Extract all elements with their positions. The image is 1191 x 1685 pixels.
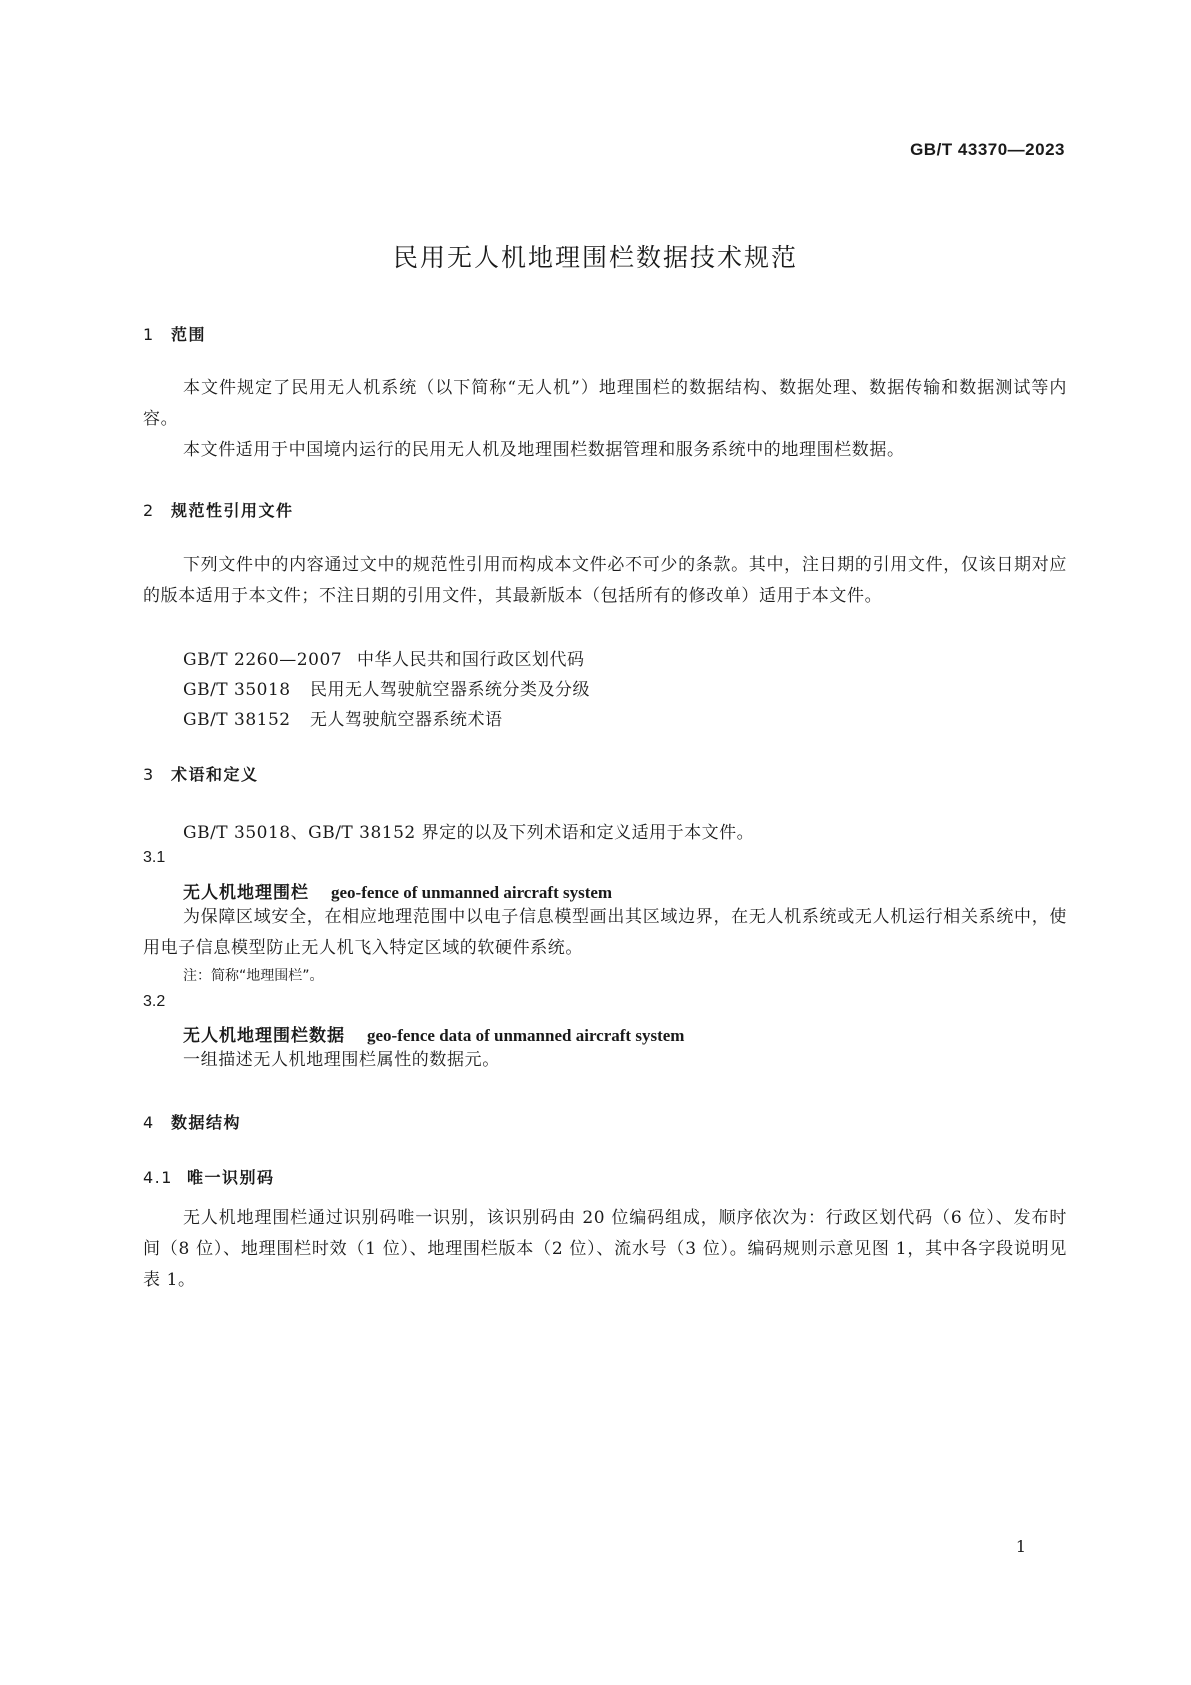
term-definition: 一组描述无人机地理围栏属性的数据元。 [183,1050,500,1070]
subsection-4-1-heading [143,1165,275,1188]
term-zh: 无人机地理围栏数据 [183,1026,345,1046]
subsection-4-1-paragraph: 无人机地理围栏通过识别码唯一识别，该识别码由 20 位编码组成，顺序依次为：行政区划代码（6 位）、发布时间（8 位）、地理围栏时效（1 位）、地理围栏版本（2 位）、流水号（3 位）。编码规则示意见图 1，其中各字段说明见表 1。 [143,1208,1067,1290]
reference-item [183,675,590,700]
section-number: 3 [143,765,155,784]
standard-number: GB/T 43370—2023 [910,140,1065,159]
page-number: 1 [1015,1537,1026,1556]
reference-title: 中华人民共和国行政区划代码 [357,650,585,670]
term-en: geo-fence data of unmanned aircraft system [367,1026,685,1045]
reference-item [183,645,585,670]
term-note: 注：简称“地理围栏”。 [183,968,324,984]
document-title: 民用无人机地理围栏数据技术规范 [392,243,798,272]
section-4-heading [143,1110,241,1133]
term-heading [183,878,612,903]
reference-code: GB/T 35018 [183,680,291,700]
subsection-number: 4.1 [143,1168,173,1187]
reference-code: GB/T 38152 [183,710,291,730]
term-number: 3.1 [143,849,166,866]
section-1-paragraph-2: 本文件适用于中国境内运行的民用无人机及地理围栏数据管理和服务系统中的地理围栏数据。 [183,440,905,460]
term-definition: 为保障区域安全，在相应地理范围中以电子信息模型画出其区域边界，在无人机系统或无人机运行相关系统中，使用电子信息模型防止无人机飞入特定区域的软硬件系统。 [143,907,1067,958]
term-zh: 无人机地理围栏 [183,883,309,903]
reference-item [183,705,503,730]
subsection-title: 唯一识别码 [187,1168,275,1187]
section-title: 数据结构 [171,1113,242,1132]
section-3-heading [143,762,259,785]
section-number: 4 [143,1113,155,1132]
reference-title: 民用无人驾驶航空器系统分类及分级 [310,680,590,700]
term-number: 3.2 [143,993,166,1010]
term-en: geo-fence of unmanned aircraft system [331,883,613,902]
section-3-intro: GB/T 35018、GB/T 38152 界定的以及下列术语和定义适用于本文件。 [183,823,755,843]
reference-title: 无人驾驶航空器系统术语 [310,710,503,730]
reference-code: GB/T 2260—2007 [183,650,343,670]
section-title: 规范性引用文件 [171,501,294,520]
section-2-paragraph-1: 下列文件中的内容通过文中的规范性引用而构成本文件必不可少的条款。其中，注日期的引用文件，仅该日期对应的版本适用于本文件；不注日期的引用文件，其最新版本（包括所有的修改单）适用于本文件。 [143,555,1067,606]
section-title: 术语和定义 [171,765,259,784]
section-number: 1 [143,325,155,344]
section-1-heading [143,322,206,345]
section-title: 范围 [171,325,207,344]
section-1-paragraph-1: 本文件规定了民用无人机系统（以下简称“无人机”）地理围栏的数据结构、数据处理、数据传输和数据测试等内容。 [143,378,1067,429]
section-number: 2 [143,501,155,520]
section-2-heading [143,498,294,521]
term-heading [183,1021,684,1046]
